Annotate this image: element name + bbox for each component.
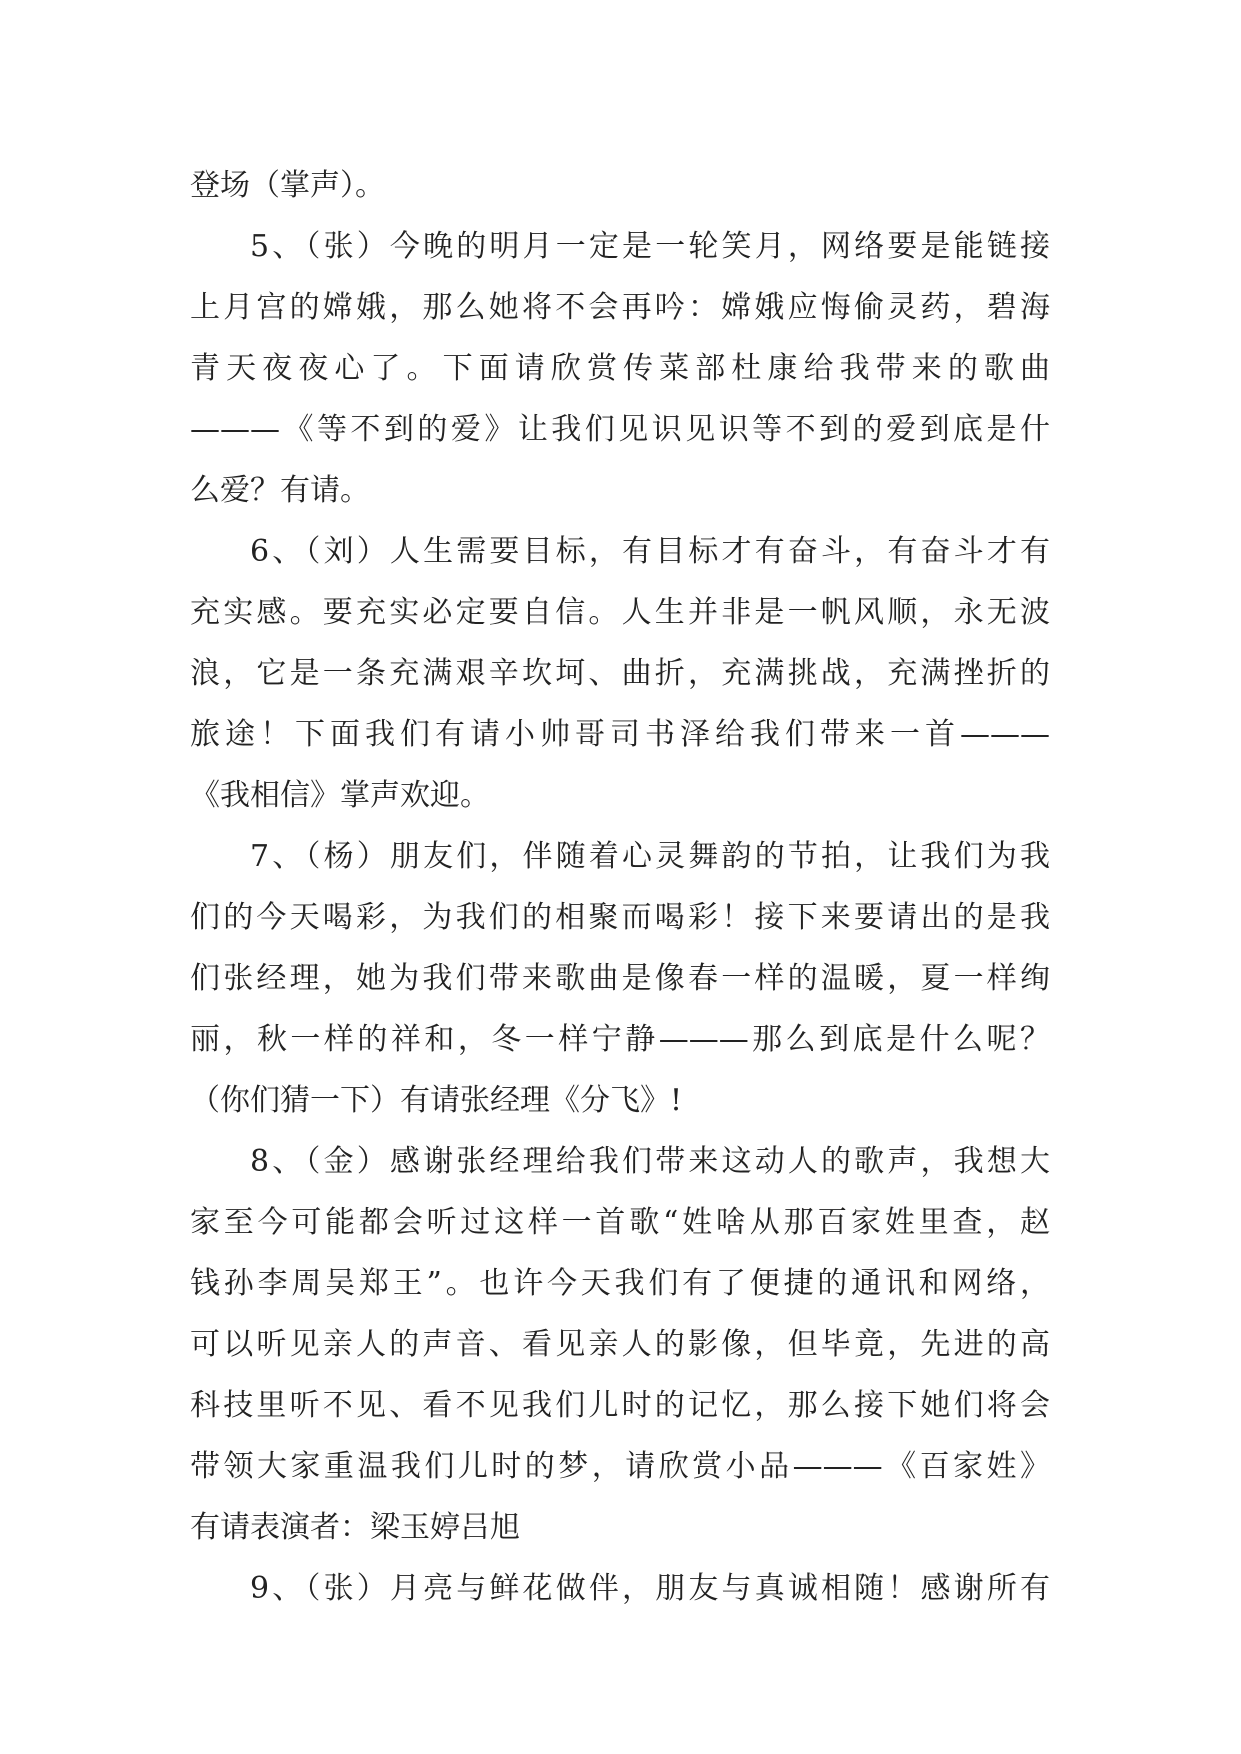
- text-line: 7、（杨）朋友们，伴随着心灵舞韵的节拍，让我们为我: [250, 839, 1050, 874]
- paragraph-5: [190, 216, 1050, 521]
- text-line: 们的今天喝彩，为我们的相聚而喝彩！接下来要请出的是我: [190, 900, 1050, 935]
- text-line: （你们猜一下）有请张经理《分飞》!: [190, 1083, 683, 1118]
- text-line: 6、（刘）人生需要目标，有目标才有奋斗，有奋斗才有: [250, 534, 1050, 569]
- text-line: 上月宫的嫦娥，那么她将不会再吟：嫦娥应悔偷灵药，碧海: [190, 290, 1050, 325]
- text-line: 充实感。要充实必定要自信。人生并非是一帆风顺，永无波: [190, 595, 1050, 630]
- paragraph-7: [190, 826, 1050, 1131]
- document-body: [190, 155, 1050, 1619]
- text-line: ———《等不到的爱》让我们见识见识等不到的爱到底是什: [190, 412, 1050, 447]
- paragraph-9: [190, 1558, 1050, 1619]
- text-line: 可以听见亲人的声音、看见亲人的影像，但毕竟，先进的高: [190, 1327, 1050, 1362]
- text-line: 们张经理，她为我们带来歌曲是像春一样的温暖，夏一样绚: [190, 961, 1050, 996]
- text-line: 8、（金）感谢张经理给我们带来这动人的歌声，我想大: [250, 1144, 1050, 1179]
- text-line: 有请表演者：梁玉婷吕旭: [190, 1510, 520, 1545]
- text-line: 5、（张）今晚的明月一定是一轮笑月，网络要是能链接: [250, 229, 1050, 264]
- paragraph-continued: [190, 155, 1050, 216]
- text-line: 丽，秋一样的祥和，冬一样宁静———那么到底是什么呢？: [190, 1022, 1050, 1057]
- text-line: 浪，它是一条充满艰辛坎坷、曲折，充满挑战，充满挫折的: [190, 656, 1050, 691]
- text-line: 家至今可能都会听过这样一首歌“姓啥从那百家姓里查，赵: [190, 1205, 1050, 1240]
- text-line: 钱孙李周吴郑王”。也许今天我们有了便捷的通讯和网络，: [190, 1266, 1050, 1301]
- text-line: 青天夜夜心了。下面请欣赏传菜部杜康给我带来的歌曲: [190, 351, 1050, 386]
- text-line: 登场（掌声）。: [190, 168, 385, 203]
- paragraph-8: [190, 1131, 1050, 1558]
- text-line: 《我相信》掌声欢迎。: [190, 778, 490, 813]
- text-line: 9、（张）月亮与鲜花做伴，朋友与真诚相随！感谢所有: [250, 1571, 1050, 1606]
- paragraph-6: [190, 521, 1050, 826]
- text-line: 么爱？有请。: [190, 473, 370, 508]
- text-line: 科技里听不见、看不见我们儿时的记忆，那么接下她们将会: [190, 1388, 1050, 1423]
- text-line: 带领大家重温我们儿时的梦，请欣赏小品———《百家姓》: [190, 1449, 1050, 1484]
- text-line: 旅途！下面我们有请小帅哥司书泽给我们带来一首———: [190, 717, 1050, 752]
